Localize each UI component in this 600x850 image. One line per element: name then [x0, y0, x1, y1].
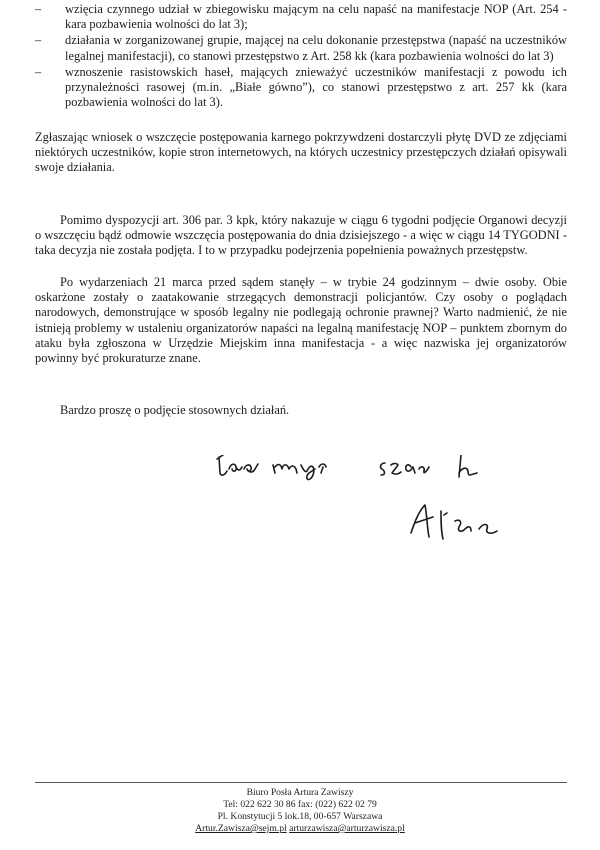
bullet-dash: –	[35, 33, 42, 48]
office-emails	[0, 823, 600, 835]
offense-text: działania w zorganizowanej grupie, mającej na celu dokonanie przestępstwa (napaść na uczestników legalnej manifestacji), co stanowi przestępstwo z Art. 258 kk (kara pozbawienia wolności do lat 3)	[65, 33, 567, 63]
delay-paragraph: Pomimo dyspozycji art. 306 par. 3 kpk, który nakazuje w ciągu 6 tygodni podjęcie Organowi decyzji o wszczęciu bądź odmowie wszczęcia postępowania do dnia dzisiejszego - a więc w ciągu 14 TYGODNI - taka decyzja nie została podjęta. I to w przypadku podejrzenia popełnienia poważnych przestępstw.	[35, 213, 567, 258]
email-link-personal[interactable]: arturzawisza@arturzawisza.pl	[289, 823, 405, 834]
evidence-paragraph: Zgłaszając wniosek o wszczęcie postępowania karnego pokrzywdzeni dostarczyli płytę DVD ze zdjęciami niektórych uczestników, kopie stron internetowych, na których uczestnicy przestępczych działań opisywali swoje działania.	[35, 130, 567, 175]
offense-item	[35, 65, 567, 111]
bullet-dash: –	[35, 2, 42, 16]
handwritten-signature	[215, 455, 555, 555]
offense-list	[35, 2, 567, 111]
offense-item	[35, 33, 567, 63]
closing-request: Bardzo proszę o podjęcie stosownych działań.	[60, 403, 290, 417]
office-phone: Tel: 022 622 30 86 fax: (022) 622 02 79	[223, 799, 377, 810]
office-footer	[0, 787, 600, 835]
offense-text: wznoszenie rasistowskich haseł, mających znieważyć uczestników manifestacji z powodu ich przynależności rasowej (m.in. „Białe gówno”), co stanowi przestępstwo z art. 257 kk (kara pozbawienia wolności do lat 3).	[65, 64, 567, 110]
office-name: Biuro Posła Artura Zawiszy	[246, 787, 354, 798]
footer-divider	[35, 782, 567, 783]
office-address: Pl. Konstytucji 5 lok.18, 00-657 Warszawa	[217, 811, 383, 822]
events-paragraph: Po wydarzeniach 21 marca przed sądem stanęły – w trybie 24 godzinnym – dwie osoby. Obie oskarżone zostały o zaatakowanie strzegących demonstracji policjantów. Czy osoby o poglądach narodowych, demonstrujące w sposób legalny nie podlegają ochronie prawnej? Warto nadmienić, że nie istnieją problemy w ustaleniu organizatorów napaści na legalną manifestację NOP – punktem zbornym do ataku była zgłoszona w Urzędzie Miejskim inna manifestacja - a więc nazwiska jej organizatorów powinny być prokuraturze znane.	[35, 275, 567, 366]
offense-item	[35, 2, 567, 32]
email-link-sejm[interactable]: Artur.Zawisza@sejm.pl	[195, 823, 287, 834]
bullet-dash: –	[35, 64, 42, 79]
offense-text: wzięcia czynnego udział w zbiegowisku mającym na celu napaść na manifestacje NOP (Art. 254 - kara pozbawienia wolności do lat 3);	[65, 2, 567, 32]
